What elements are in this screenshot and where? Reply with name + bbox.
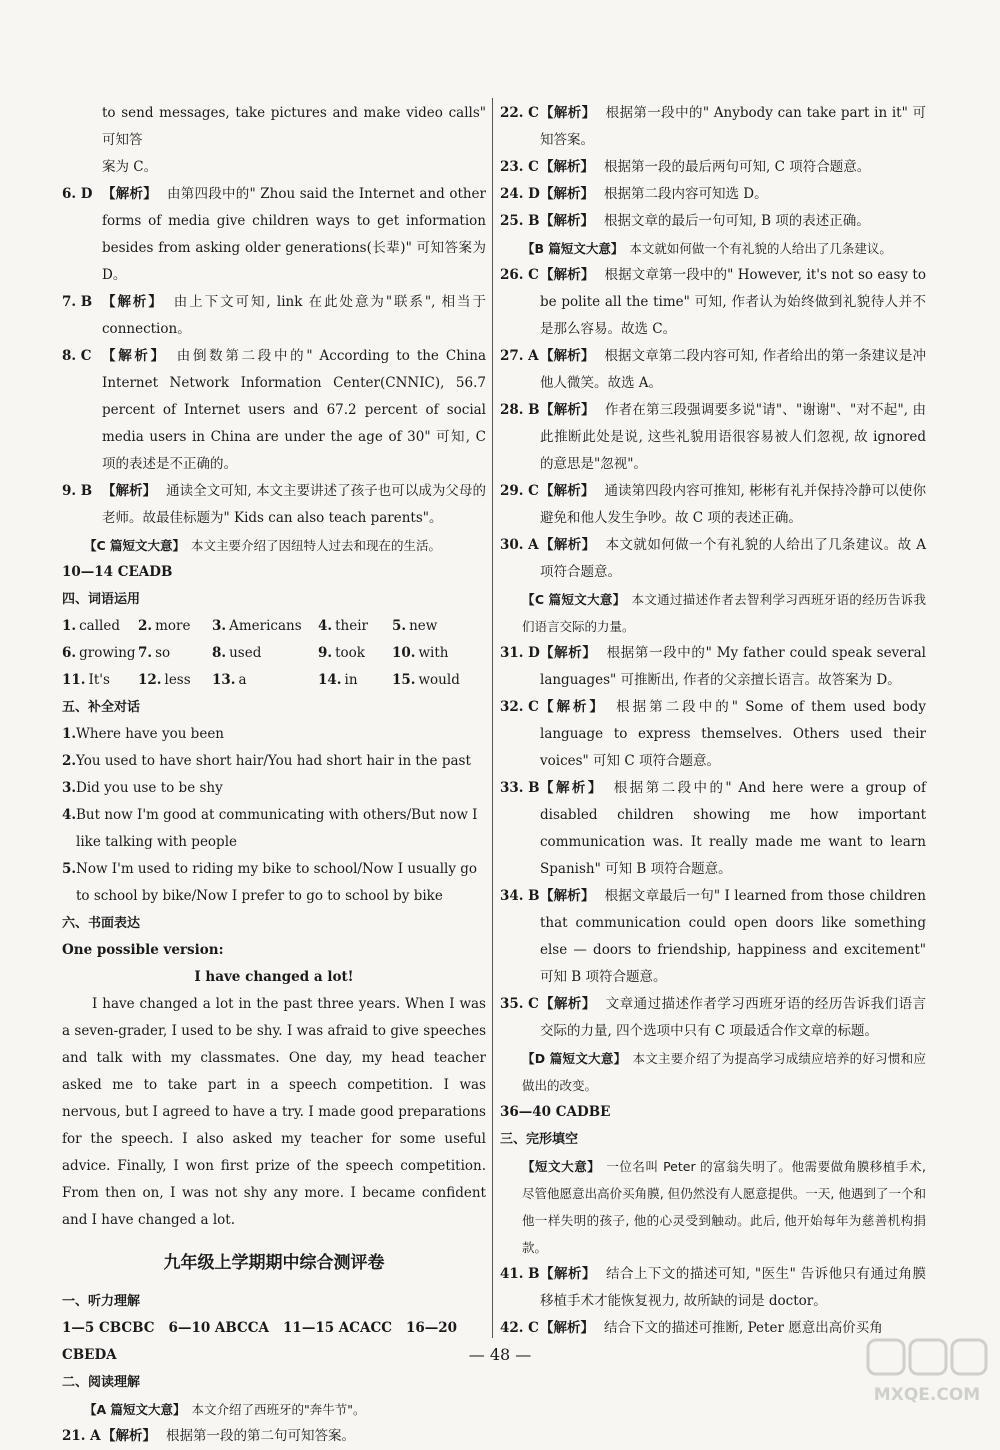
vocab-word: in [344, 672, 358, 688]
possible-version-label: One possible version: [62, 942, 224, 958]
listening-range: 6—10 ABCCA [168, 1320, 270, 1336]
passage-summary-a [62, 1396, 486, 1423]
analysis-tag: 【解析】 [540, 159, 594, 175]
summary-text: 本文介绍了西班牙的"奔牛节"。 [191, 1402, 366, 1417]
summary-text: 本文主要介绍了为提高学习成绩应培养的好习惯和应做出的改变。 [522, 1051, 926, 1093]
page-number: — 48 — [468, 1345, 532, 1364]
vocab-answer [62, 667, 138, 694]
dialogue-text: Where have you been [76, 726, 224, 742]
dialogue-line [62, 775, 486, 802]
answer-item-21 [62, 1423, 486, 1450]
answer-number: 41. B [500, 1266, 540, 1282]
vocab-word: new [409, 618, 438, 634]
answer-number: 24. D [500, 186, 540, 202]
left-column [62, 100, 486, 1450]
answer-number: 28. B [500, 402, 540, 418]
analysis-tag: 【解析】 [540, 996, 596, 1012]
answer-number: 32. C [500, 699, 539, 715]
vocab-number: 2. [138, 618, 153, 634]
analysis-text: 结合上下文的描述可知, "医生" 告诉他只有通过角膜移植手术才能恢复视力, 故所缺的词是 doctor。 [540, 1266, 927, 1309]
vocab-number: 6. [62, 645, 77, 661]
vocab-word: a [238, 672, 247, 688]
analysis-text: 根据第二段中的" Some of them used body language to express themselves. Others used their voices" 可知 C 项符合题意。 [540, 699, 926, 769]
analysis-tag: 【解析】 [540, 780, 604, 796]
answer-item-28 [500, 397, 926, 478]
dialogue-number: 1. [62, 726, 77, 742]
answer-number: 26. C [500, 267, 539, 283]
answer-number: 33. B [500, 780, 540, 796]
dialogue-text: Now I'm used to riding my bike to school/Now I usually go to school by bike/Now I prefer to go to school by bike [76, 861, 478, 904]
vocab-word: so [155, 645, 171, 661]
summary-text: 本文就如何做一个有礼貌的人给出了几条建议。 [629, 241, 892, 256]
answer-number: 25. B [500, 213, 540, 229]
dialogue-number: 3. [62, 780, 77, 796]
answer-number: 9. B [62, 483, 93, 499]
dialogue-text: You used to have short hair/You had short hair in the past [76, 753, 471, 769]
answer-item-9 [62, 478, 486, 532]
answer-item-27 [500, 343, 926, 397]
analysis-tag: 【解析】 [540, 1266, 596, 1282]
vocab-word: Americans [229, 618, 302, 634]
passage-summary-d [500, 1045, 926, 1099]
answer-item-34 [500, 883, 926, 991]
cloze-summary [500, 1153, 926, 1261]
answer-item-41 [500, 1261, 926, 1315]
answer-number: 31. D [500, 645, 540, 661]
vocab-answer [392, 613, 472, 640]
exam-title: 九年级上学期期中综合测评卷 [163, 1253, 385, 1273]
analysis-tag: 【解析】 [540, 888, 595, 904]
analysis-tag: 【解析】 [540, 645, 597, 661]
answer-number: 34. B [500, 888, 540, 904]
answer-number: 23. C [500, 159, 539, 175]
analysis-tag: 【解析】 [540, 105, 596, 121]
answer-item-32 [500, 694, 926, 775]
vocab-answer [212, 640, 318, 667]
vocab-answer [62, 613, 138, 640]
analysis-tag: 【解析】 [540, 213, 594, 229]
essay-body: I have changed a lot in the past three years. When I was a seven-grader, I used to be shy. I was afraid to give speeches and talk with my classmates. One day, my head teacher asked me to take part in a speech competition. I was nervous, but I agreed to have a try. I made good preparations for the speech. I also asked my teacher for some useful advice. Finally, I won first prize of the speech competition. From then on, I was not shy any more. I became confident and I have changed a lot. [62, 996, 486, 1228]
analysis-tag: 【解析】 [540, 699, 607, 715]
vocab-answer [318, 667, 392, 694]
column-divider [492, 98, 493, 1338]
dialogue-line [62, 856, 486, 910]
passage-summary-c [62, 532, 486, 559]
vocab-answer [62, 640, 138, 667]
watermark-logo [862, 1336, 992, 1408]
answer-item-7 [62, 289, 486, 343]
vocab-number: 8. [212, 645, 227, 661]
summary-text: 本文通过描述作者去智利学习西班牙语的经历告诉我们语言交际的力量。 [522, 592, 926, 634]
vocab-number: 3. [212, 618, 227, 634]
summary-text: 本文主要介绍了因纽特人过去和现在的生活。 [191, 538, 442, 553]
analysis-text: 根据文章第一段中的" However, it's not so easy to be polite all the time" 可知, 作者认为始终做到礼貌待人并不是那么容易。故选 C。 [540, 267, 926, 337]
dialogue-number: 2. [62, 753, 77, 769]
vocab-answer [212, 613, 318, 640]
summary-text: 一位名叫 Peter 的富翁失明了。他需要做角膜移植手术, 尽管他愿意出高价买角膜, 但仍然没有人愿意提供。一天, 他遇到了一个和他一样失明的孩子, 他的心灵受到触动。此后, 他开始每年为慈善机构捐款。 [522, 1159, 926, 1255]
analysis-text: 根据文章最后一句" I learned from those children that communication could open doors like something else — doors to friendship, happiness and excitement" 可知 B 项符合题意。 [540, 888, 926, 985]
analysis-text: 根据文章第二段内容可知, 作者给出的第一条建议是冲他人微笑。故选 A。 [540, 348, 926, 391]
vocab-answer [318, 613, 392, 640]
section-heading-3: 三、完形填空 [500, 1132, 579, 1147]
answer-item-8 [62, 343, 486, 478]
answer-item-35 [500, 991, 926, 1045]
watermark-text: MXQE.COM [873, 1385, 981, 1405]
summary-title: 【A 篇短文大意】 [84, 1402, 186, 1417]
answer-item-6 [62, 181, 486, 289]
analysis-tag: 【解析】 [540, 483, 595, 499]
vocab-number: 5. [392, 618, 407, 634]
vocab-word: used [229, 645, 262, 661]
answer-item-31 [500, 640, 926, 694]
analysis-tag: 【解析】 [102, 186, 158, 202]
vocab-answer [392, 640, 472, 667]
answer-item-29 [500, 478, 926, 532]
section-heading-6: 六、书面表达 [62, 916, 141, 931]
answer-number: 22. C [500, 105, 539, 121]
section-heading-4: 四、词语运用 [62, 592, 141, 607]
answer-item-33 [500, 775, 926, 883]
analysis-text: 根据第二段内容可知选 D。 [604, 186, 768, 202]
dialogue-number: 4. [62, 807, 77, 823]
summary-title: 【B 篇短文大意】 [522, 241, 624, 256]
answer-item-22 [500, 100, 926, 154]
vocab-word: took [335, 645, 365, 661]
answer-number: 35. C [500, 996, 539, 1012]
analysis-tag: 【解析】 [102, 483, 157, 499]
vocab-number: 12. [138, 672, 162, 688]
answer-number: 42. C [500, 1320, 539, 1336]
listening-range: 16—20 CBEDA [62, 1320, 458, 1363]
analysis-tag: 【解析】 [540, 1320, 594, 1336]
answer-item-23 [500, 154, 926, 181]
dialogue-number: 5. [62, 861, 77, 877]
section-heading-2: 二、阅读理解 [62, 1375, 141, 1390]
vocab-answer [212, 667, 318, 694]
vocab-number: 9. [318, 645, 333, 661]
answer-item-25 [500, 208, 926, 235]
answer-number: 7. B [62, 294, 93, 310]
analysis-tag: 【解析】 [540, 402, 595, 418]
analysis-text: 文章通过描述作者学习西班牙语的经历告诉我们语言交际的力量, 四个选项中只有 C 项最适合作文章的标题。 [540, 996, 927, 1039]
vocab-number: 7. [138, 645, 153, 661]
vocab-answer [138, 667, 212, 694]
analysis-tag: 【解析】 [540, 186, 594, 202]
summary-title: 【C 篇短文大意】 [84, 538, 186, 553]
vocab-number: 11. [62, 672, 86, 688]
analysis-text: 根据第一段中的" Anybody can take part in it" 可知答案。 [540, 105, 926, 148]
dialogue-line [62, 748, 486, 775]
vocab-answer [392, 667, 472, 694]
vocabulary-answers [62, 613, 486, 694]
listening-range: 11—15 ACACC [283, 1320, 392, 1336]
vocab-word: growing [79, 645, 136, 661]
answer-number: 27. A [500, 348, 539, 364]
analysis-text: 通读全文可知, 本文主要讲述了孩子也可以成为父母的老师。故最佳标题为" Kids can also teach parents"。 [102, 483, 486, 526]
analysis-text: 由上下文可知, link 在此处意为"联系", 相当于 connection。 [102, 294, 487, 337]
answer-item-26 [500, 262, 926, 343]
continued-text: 案为 C。 [102, 159, 158, 175]
section-heading-5: 五、补全对话 [62, 700, 141, 715]
vocab-word: with [418, 645, 449, 661]
summary-title: 【D 篇短文大意】 [522, 1051, 627, 1066]
vocab-word: would [418, 672, 460, 688]
vocab-answer [318, 640, 392, 667]
vocab-number: 14. [318, 672, 342, 688]
vocab-word: their [335, 618, 368, 634]
analysis-tag: 【解析】 [540, 537, 596, 553]
answer-number: 30. A [500, 537, 539, 553]
answer-item-24 [500, 181, 926, 208]
essay-title: I have changed a lot! [194, 969, 354, 985]
vocab-word: It's [88, 672, 110, 688]
dialogue-answers [62, 721, 486, 910]
listening-range: 1—5 CBCBC [62, 1320, 155, 1336]
analysis-text: 根据第一段的最后两句可知, C 项符合题意。 [604, 159, 871, 175]
vocab-word: more [155, 618, 191, 634]
analysis-text: 由第四段中的" Zhou said the Internet and other forms of media give children ways to get information besides from asking older generations(长辈)" 可知答案为 D。 [102, 186, 487, 283]
analysis-text: 根据第一段的第二句可知答案。 [166, 1428, 355, 1444]
vocab-number: 10. [392, 645, 416, 661]
summary-title: 【C 篇短文大意】 [522, 592, 626, 607]
answer-number: 6. D [62, 186, 93, 202]
vocab-number: 4. [318, 618, 333, 634]
analysis-tag: 【解析】 [102, 348, 167, 364]
vocab-answer [138, 613, 212, 640]
analysis-text: 根据第二段中的" And here were a group of disabled children showing me how important communication was. It really made me want to learn Spanish" 可知 B 项符合题意。 [540, 780, 927, 877]
analysis-tag: 【解析】 [540, 267, 595, 283]
answer-item-30 [500, 532, 926, 586]
analysis-text: 通读第四段内容可推知, 彬彬有礼并保持冷静可以使你避免和他人发生争吵。故 C 项的表述正确。 [540, 483, 926, 526]
analysis-tag: 【解析】 [102, 294, 164, 310]
continued-text: to send messages, take pictures and make video calls" 可知答 [102, 105, 486, 148]
vocab-number: 1. [62, 618, 77, 634]
right-column [500, 100, 926, 1342]
answer-range-10-14: 10—14 CEADB [62, 564, 173, 580]
vocab-word: less [164, 672, 191, 688]
vocab-number: 15. [392, 672, 416, 688]
vocab-answer [138, 640, 212, 667]
analysis-tag: 【解析】 [102, 1428, 156, 1444]
answer-number: 21. A [62, 1428, 101, 1444]
dialogue-text: But now I'm good at communicating with others/But now I like talking with people [76, 807, 478, 850]
analysis-text: 根据文章的最后一句可知, B 项的表述正确。 [604, 213, 870, 229]
analysis-tag: 【解析】 [540, 348, 595, 364]
summary-title: 【短文大意】 [522, 1159, 601, 1174]
vocab-word: called [79, 618, 120, 634]
passage-summary-b [500, 235, 926, 262]
answer-number: 8. C [62, 348, 92, 364]
analysis-text: 结合下文的描述可推断, Peter 愿意出高价买角 [604, 1320, 883, 1336]
analysis-text: 本文就如何做一个有礼貌的人给出了几条建议。故 A 项符合题意。 [540, 537, 926, 580]
answer-range-36-40: 36—40 CADBE [500, 1104, 611, 1120]
dialogue-text: Did you use to be shy [76, 780, 223, 796]
dialogue-line [62, 802, 486, 856]
passage-summary-c-right [500, 586, 926, 640]
analysis-text: 作者在第三段强调要多说"请"、"谢谢"、"对不起", 由此推断此处是说, 这些礼貌用语很容易被人们忽视, 故 ignored 的意思是"忽视"。 [540, 402, 927, 472]
section-heading-1: 一、听力理解 [62, 1294, 141, 1309]
analysis-text: 根据第一段中的" My father could speak several languages" 可推断出, 作者的父亲擅长语言。故答案为 D。 [540, 645, 926, 688]
vocab-number: 13. [212, 672, 236, 688]
answer-number: 29. C [500, 483, 539, 499]
dialogue-line [62, 721, 486, 748]
analysis-text: 由倒数第二段中的" According to the China Internet Network Information Center(CNNIC), 56.7 percent of Internet users and 67.2 percent of social media users in China are under the age of 30" 可知, C 项的表述是不正确的。 [102, 348, 486, 472]
